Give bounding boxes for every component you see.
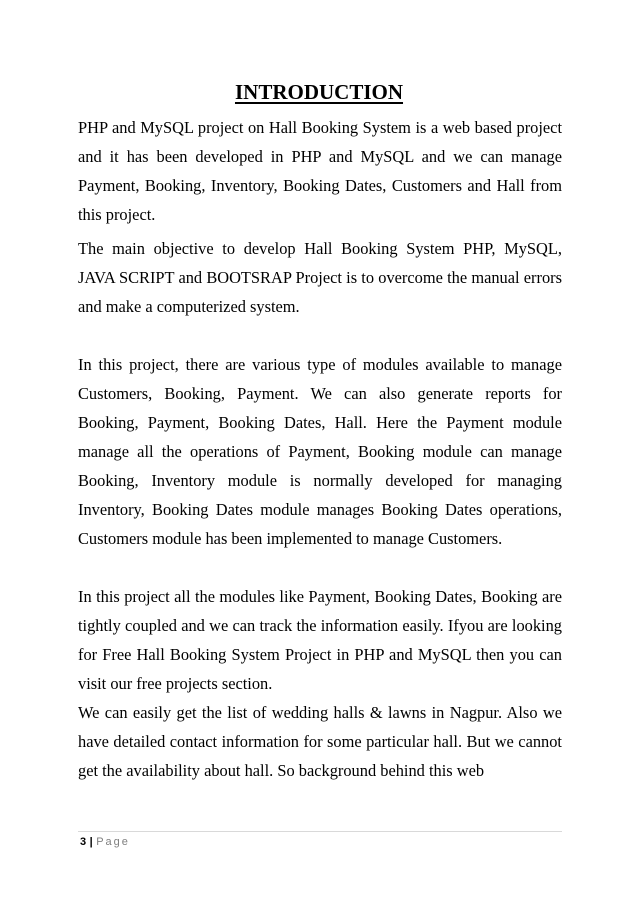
document-body <box>78 113 562 785</box>
page-number: 3 <box>80 836 87 848</box>
paragraph-modules: In this project, there are various type of modules available to manage Customers, Booking, Payment. We can also generate reports for Booking, Payment, Booking Dates, Hall. Here the Payment module manage all the operations of Payment, Booking module can manage Booking, Inventory module is normally developed for managing Inventory, Booking Dates module manages Booking Dates operations, Customers module has been implemented to manage Customers. <box>78 355 562 548</box>
footer-divider <box>78 831 562 832</box>
paragraph-objective: The main objective to develop Hall Booking System PHP, MySQL, JAVA SCRIPT and BOOTSRAP Project is to overcome the manual errors and make a computerized system. <box>78 239 562 316</box>
paragraph-background: We can easily get the list of wedding halls & lawns in Nagpur. Also we have detailed contact information for some particular hall. But we cannot get the availability about hall. So background behind this web <box>78 703 562 780</box>
page-title: INTRODUCTION <box>234 80 404 104</box>
page-label: Page <box>96 836 130 848</box>
footer-separator: | <box>89 836 94 848</box>
page-footer <box>80 836 130 848</box>
paragraph-coupling: In this project all the modules like Payment, Booking Dates, Booking are tightly coupled and we can track the information easily. Ifyou are looking for Free Hall Booking System Project in PHP and MySQL then you can visit our free projects section. <box>78 587 562 693</box>
paragraph-intro: PHP and MySQL project on Hall Booking System is a web based project and it has been developed in PHP and MySQL and we can manage Payment, Booking, Inventory, Booking Dates, Customers and Hall from this project. <box>78 118 562 224</box>
